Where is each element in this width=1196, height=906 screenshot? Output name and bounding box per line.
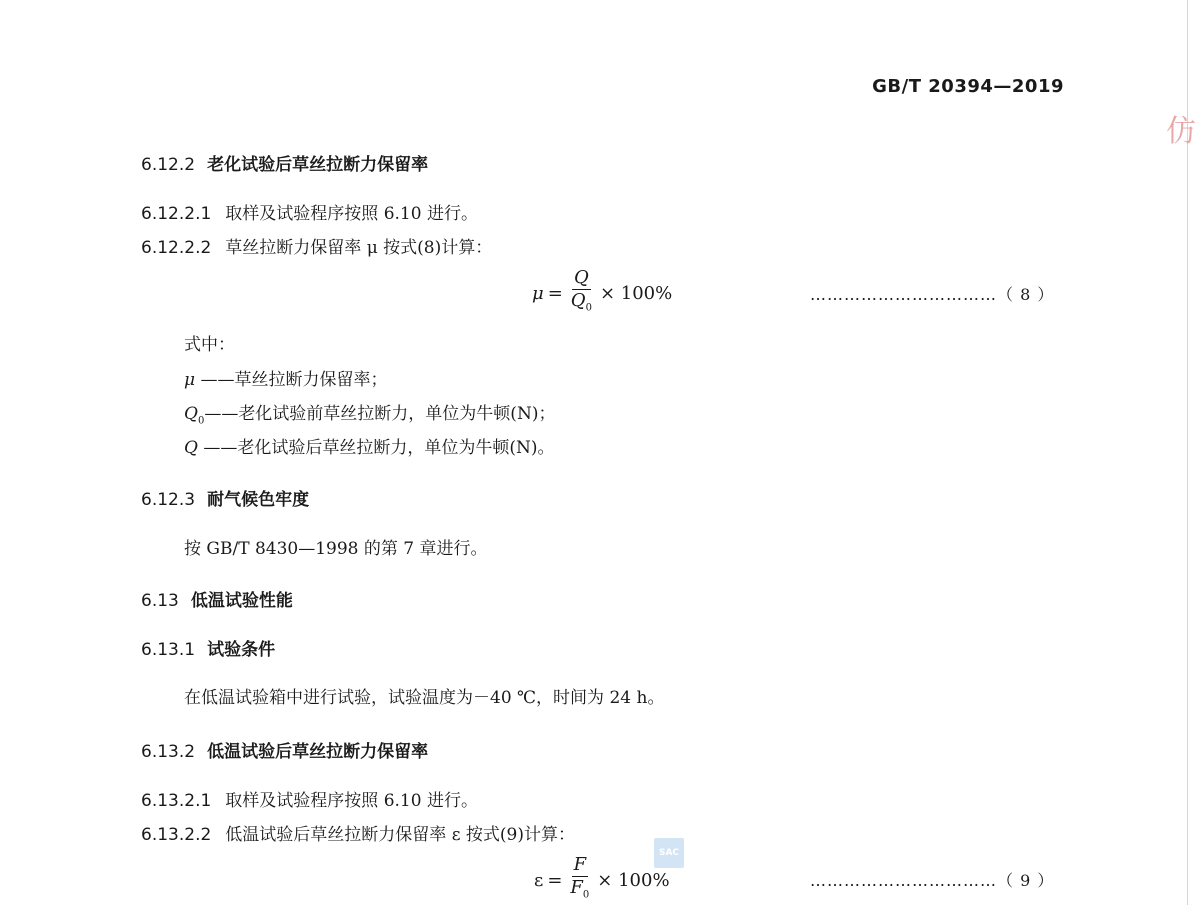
clause-number: 6.12.2.2 <box>141 238 212 258</box>
heading-6-12-2 <box>141 150 428 175</box>
clause-number: 6.13.2.2 <box>141 825 212 845</box>
section-title: 低温试验性能 <box>190 591 293 611</box>
edge-watermark-char: 仿 <box>1166 114 1196 149</box>
paragraph-6-13-1: 在低温试验箱中进行试验，试验温度为－40 ℃，时间为 24 h。 <box>184 688 665 708</box>
fraction-denominator: $F_0$ <box>570 877 590 901</box>
fraction-denominator: $Q_0$ <box>570 290 592 314</box>
section-title: 试验条件 <box>207 640 276 660</box>
heading-6-12-3 <box>141 485 309 510</box>
formula-equals: = <box>547 282 563 304</box>
paragraph-6-12-3: 按 GB/T 8430—1998 的第 7 章进行。 <box>184 539 488 559</box>
heading-6-13-1 <box>141 635 275 660</box>
section-number: 6.12.3 <box>141 490 196 510</box>
formula-fraction <box>568 855 591 906</box>
clause-6-13-2-2 <box>141 820 575 845</box>
section-number: 6.13.1 <box>141 640 196 660</box>
where-item-q: Q ——老化试验后草丝拉断力，单位为牛顿(N)。 <box>184 438 555 458</box>
formula-lhs: ε <box>534 869 544 891</box>
heading-6-13-2 <box>141 737 428 762</box>
sac-watermark-logo: SAC <box>654 838 684 868</box>
formula-equals: = <box>547 869 563 891</box>
clause-number: 6.12.2.1 <box>141 204 212 224</box>
section-title: 老化试验后草丝拉断力保留率 <box>207 155 429 175</box>
clause-number: 6.13.2.1 <box>141 791 212 811</box>
equation-number-9: ……………………………（ 9 ） <box>810 871 1055 890</box>
clause-text: 取样及试验程序按照 6.10 进行。 <box>225 204 478 224</box>
clause-text: 草丝拉断力保留率 μ 按式(8)计算： <box>225 238 493 258</box>
clause-6-13-2-1 <box>141 786 478 811</box>
where-item-q0: $Q_0——$老化试验前草丝拉断力，单位为牛顿(N)； <box>184 404 556 427</box>
clause-text: 取样及试验程序按照 6.10 进行。 <box>225 791 478 811</box>
clause-6-12-2-1 <box>141 199 478 224</box>
clause-text: 低温试验后草丝拉断力保留率 ε 按式(9)计算： <box>225 825 575 845</box>
standard-number: GB/T 20394—2019 <box>872 76 1064 97</box>
section-number: 6.13 <box>141 591 179 611</box>
fraction-numerator: Q <box>573 267 589 288</box>
where-label: 式中： <box>184 335 235 355</box>
clause-6-12-2-2 <box>141 233 492 258</box>
where-item-mu: μ ——草丝拉断力保留率； <box>184 370 388 390</box>
heading-6-13 <box>141 586 293 611</box>
formula-8 <box>532 268 672 319</box>
formula-fraction <box>569 268 594 319</box>
formula-multiplier: × 100% <box>599 282 673 304</box>
section-title: 耐气候色牢度 <box>207 490 310 510</box>
equation-number-8: ……………………………（ 8 ） <box>810 285 1055 304</box>
fraction-numerator: F <box>573 854 587 875</box>
section-number: 6.13.2 <box>141 742 196 762</box>
formula-multiplier: × 100% <box>597 869 670 891</box>
section-title: 低温试验后草丝拉断力保留率 <box>207 742 429 762</box>
formula-lhs: μ <box>532 282 544 304</box>
section-number: 6.12.2 <box>141 155 196 175</box>
formula-9 <box>534 855 670 906</box>
